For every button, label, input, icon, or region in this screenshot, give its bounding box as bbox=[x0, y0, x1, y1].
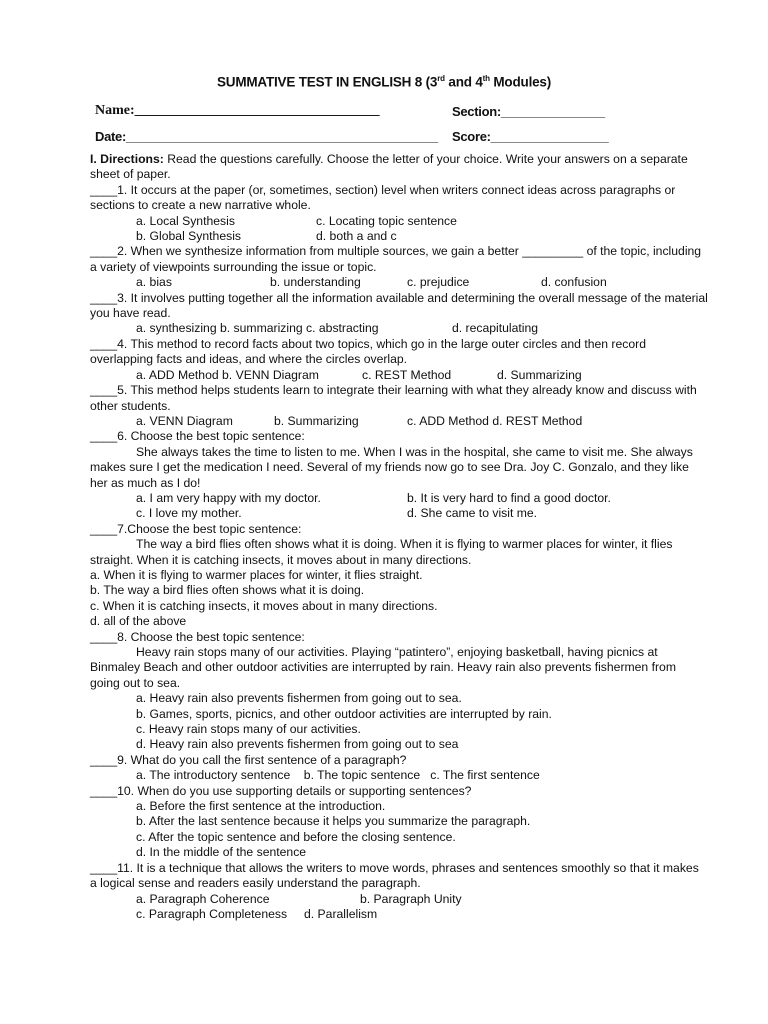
question-11-choices-row-1 bbox=[90, 892, 708, 907]
question-1-stem: ____1. It occurs at the paper (or, sometimes, section) level when writers connect ideas across paragraphs or sections to create a new narrative whole. bbox=[90, 182, 676, 213]
title-sup-rd: rd bbox=[437, 74, 445, 83]
question-6-passage: She always takes the time to listen to me. When I was in the hospital, she came to visit me. She always makes sure I get the medication I need. Several of my friends now go to see Dra. Joy C. Gonzalo, and they like her as much as I do! bbox=[90, 444, 693, 490]
question-11-choices-row-2 bbox=[90, 907, 708, 922]
choice: d. Heavy rain also prevents fishermen from going out to sea bbox=[136, 737, 459, 752]
question-5-choices bbox=[90, 414, 708, 429]
choice: c. prejudice bbox=[407, 275, 470, 290]
question-5-stem: ____5. This method helps students learn to integrate their learning with what they already know and discuss with other students. bbox=[90, 383, 697, 413]
question-7-passage: The way a bird flies often shows what it is doing. When it is flying to warmer places for winter, it flies straight. When it is catching insects, it moves about in many directions. bbox=[90, 537, 673, 567]
choice: d. all of the above bbox=[90, 614, 187, 629]
choice: a. Before the first sentence at the introduction. bbox=[136, 799, 386, 814]
directions-text: Read the questions carefully. Choose the letter of your choice. Write your answers on a separate sheet of paper. bbox=[90, 152, 688, 182]
choice: c. Locating topic sentence bbox=[316, 213, 457, 228]
choice: c. REST Method bbox=[362, 367, 452, 382]
choice: b. understanding bbox=[270, 275, 361, 290]
choice: c. After the topic sentence and before the closing sentence. bbox=[136, 829, 456, 844]
title-text: SUMMATIVE TEST IN ENGLISH 8 (3 bbox=[216, 74, 438, 90]
choice: b. The way a bird flies often shows what it is doing. bbox=[90, 583, 365, 598]
choice: b. Games, sports, picnics, and other outdoor activities are interrupted by rain. bbox=[136, 706, 552, 721]
choice: d. In the middle of the sentence bbox=[136, 845, 307, 860]
choice: c. When it is catching insects, it moves about in many directions. bbox=[90, 598, 438, 613]
title-text-mid: and 4 bbox=[444, 74, 483, 90]
choice: a. I am very happy with my doctor. bbox=[136, 490, 321, 505]
choice: a. ADD Method b. VENN Diagram bbox=[136, 367, 319, 382]
question-7-stem: ____7.Choose the best topic sentence: bbox=[90, 521, 302, 536]
question-11-stem: ____11. It is a technique that allows the writers to move words, phrases and sentences smoothly so that it makes a logical sense and readers easily understand the paragraph. bbox=[90, 860, 699, 891]
question-4-choices bbox=[90, 368, 708, 383]
title-sup-th: th bbox=[482, 74, 490, 83]
question-1-choices-row-1 bbox=[90, 214, 708, 229]
test-body bbox=[90, 152, 708, 922]
choice: c. ADD Method d. REST Method bbox=[407, 413, 583, 428]
directions-heading: I. Directions: bbox=[90, 152, 164, 166]
choice: d. She came to visit me. bbox=[407, 506, 538, 521]
question-8-stem: ____8. Choose the best topic sentence: bbox=[90, 629, 305, 644]
choice: b. Global Synthesis bbox=[136, 229, 242, 244]
choice: c. I love my mother. bbox=[136, 506, 242, 521]
choice: b. It is very hard to find a good doctor. bbox=[407, 490, 611, 505]
choice: a. Local Synthesis bbox=[136, 213, 235, 228]
choice: a. VENN Diagram bbox=[136, 413, 233, 428]
question-9-stem: ____9. What do you call the first sentence of a paragraph? bbox=[90, 752, 407, 767]
choice: d. Summarizing bbox=[497, 367, 582, 382]
choice: b. Paragraph Unity bbox=[360, 891, 462, 906]
choice: a. Heavy rain also prevents fishermen from going out to sea. bbox=[136, 691, 462, 706]
question-10-stem: ____10. When do you use supporting details or supporting sentences? bbox=[90, 783, 472, 798]
question-3-stem: ____3. It involves putting together all the information available and determining the overall message of the material you have read. bbox=[90, 290, 708, 321]
choice: d. both a and c bbox=[316, 229, 397, 244]
choice: d. recapitulating bbox=[452, 321, 539, 336]
choice: a. Paragraph Coherence bbox=[136, 891, 270, 906]
question-6-stem: ____6. Choose the best topic sentence: bbox=[90, 429, 305, 444]
question-8-passage: Heavy rain stops many of our activities. Playing “patintero”, enjoying basketball, having picnics at Binmaley Beach and other outdoor activities are interrupted by rain. Heavy rain also prevents fishermen from going out to sea. bbox=[90, 645, 676, 690]
question-4-stem: ____4. This method to record facts about two topics, which go in the large outer circles and then record overlapping facts and ideas, and where the circles overlap. bbox=[90, 336, 646, 367]
directions bbox=[90, 152, 708, 183]
choice: b. Summarizing bbox=[274, 413, 359, 428]
choice: c. Heavy rain stops many of our activities. bbox=[136, 722, 361, 737]
choice: c. Paragraph Completeness d. Parallelism bbox=[136, 906, 378, 921]
choice: a. The introductory sentence b. The topic sentence c. The first sentence bbox=[136, 768, 540, 783]
name-field-label: Name:___________________________________ bbox=[95, 103, 380, 118]
question-9-choices bbox=[90, 768, 708, 783]
choice: a. synthesizing b. summarizing c. abstracting bbox=[136, 321, 379, 336]
date-field-label: Date:_____________________________________________ bbox=[95, 129, 438, 144]
question-2-choices bbox=[90, 275, 708, 290]
choice: d. confusion bbox=[541, 275, 607, 290]
question-1-choices-row-2 bbox=[90, 229, 708, 244]
question-3-choices bbox=[90, 321, 708, 336]
question-6-choices-row-1 bbox=[90, 491, 708, 506]
section-field-label: Section:_______________ bbox=[452, 104, 605, 119]
title-text-end: Modules) bbox=[489, 74, 552, 90]
choice: b. After the last sentence because it helps you summarize the paragraph. bbox=[136, 814, 531, 829]
question-2-stem: ____2. When we synthesize information from multiple sources, we gain a better _________ of the topic, including a variety of viewpoints surrounding the issue or topic. bbox=[90, 244, 702, 274]
choice: a. When it is flying to warmer places for winter, it flies straight. bbox=[90, 567, 423, 582]
question-6-choices-row-2 bbox=[90, 506, 708, 521]
score-field-label: Score:_________________ bbox=[452, 129, 609, 144]
choice: a. bias bbox=[136, 275, 172, 290]
page-title bbox=[0, 74, 768, 90]
